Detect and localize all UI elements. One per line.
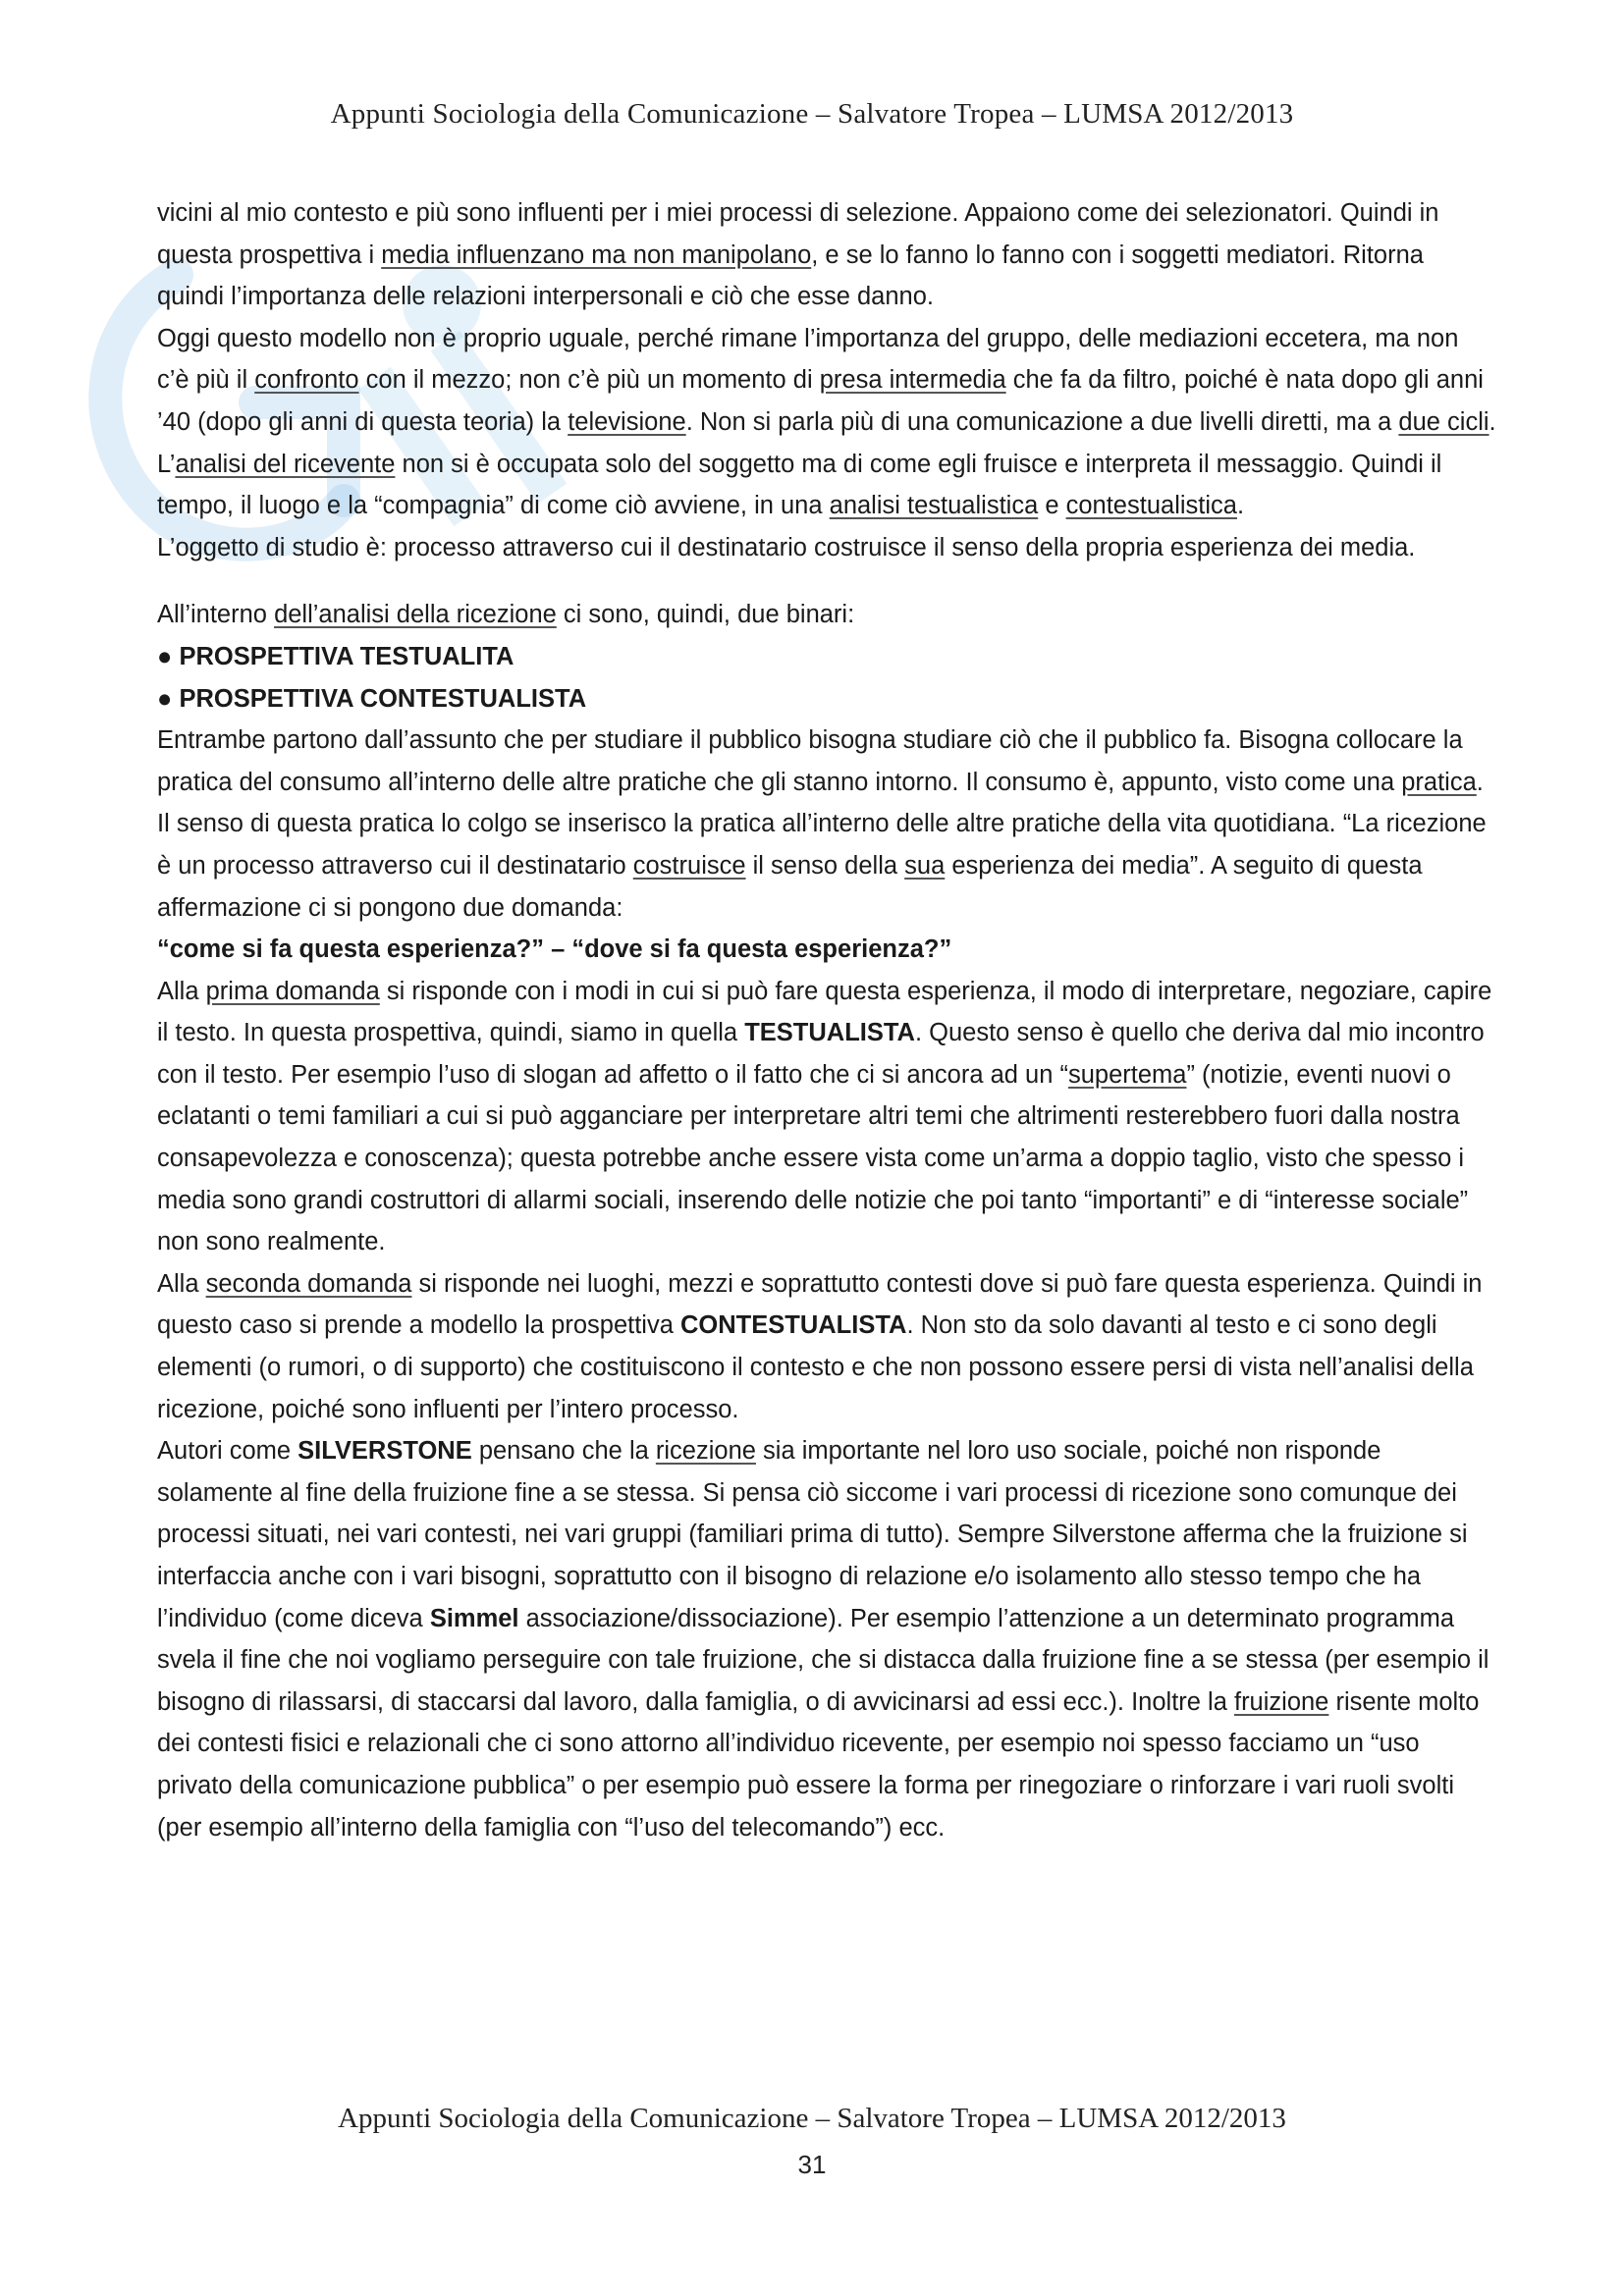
text-run: si risponde nei luoghi, mezzi e soprattutto contesti dove si può fare questa esperienza. Quindi in questo caso si prende a modello la prospettiva	[157, 1269, 1483, 1340]
text-run: con il mezzo; non c’è più un momento di	[358, 366, 820, 395]
underlined-text: dell’analisi della ricezione	[274, 601, 557, 629]
paragraph-gap	[157, 568, 1496, 594]
text-run: L’	[157, 450, 176, 478]
text-run: il senso della	[745, 851, 905, 880]
text-run: esperienza dei media”. A seguito di questa affermazione ci si pongono due domanda:	[157, 851, 1423, 922]
text-run: ” (notizie, eventi nuovi o eclatanti o temi familiari a cui si può agganciare per interpretare altri temi che altrimenti resterebbero fuori dalla nostra consapevolezza e conoscenza); questa potrebbe anche essere vista come un’arma a doppio taglio, visto che spesso i media sono grandi costruttori di allarmi sociali, inserendo delle notizie che poi tanto “importanti” e di “interesse sociale” non sono realmente.	[157, 1060, 1469, 1256]
paragraph	[157, 971, 1496, 1263]
text-run: non si è occupata solo del soggetto ma di come egli fruisce e interpreta il messaggio. Quindi il tempo, il luogo e la “compagnia” di come ciò avviene, in una	[157, 450, 1442, 520]
bold-questions: “come si fa questa esperienza?” – “dove si fa questa esperienza?”	[157, 935, 952, 964]
text-run: e	[1038, 492, 1066, 520]
text-run: All’interno	[157, 601, 275, 629]
text-run: ci sono, quindi, due binari:	[556, 601, 855, 629]
paragraph	[157, 1263, 1496, 1430]
underlined-text: costruisce	[632, 851, 746, 880]
bullet-item: ● PROSPETTIVA CONTESTUALISTA	[157, 684, 587, 713]
underlined-text: due cicli	[1398, 407, 1489, 436]
paragraph	[157, 720, 1496, 929]
underlined-text: seconda domanda	[205, 1269, 412, 1298]
underlined-text: supertema	[1067, 1060, 1187, 1089]
bold-text: Simmel	[429, 1604, 519, 1632]
underlined-text: confronto	[254, 366, 359, 395]
text-run: Entrambe partono dall’assunto che per studiare il pubblico bisogna studiare ciò che il pubblico fa. Bisogna collocare la pratica del consumo all’interno delle altre pratiche che gli stanno intorno. Il consumo è, appunto, visto come una	[157, 726, 1463, 796]
underlined-text: pratica	[1401, 768, 1477, 796]
text-run: . Non si parla più di una comunicazione a due livelli diretti, ma a	[685, 407, 1399, 436]
paragraph: L’oggetto di studio è: processo attraverso cui il destinatario costruisce il senso della propria esperienza dei media.	[157, 533, 1416, 561]
underlined-text: prima domanda	[205, 977, 380, 1005]
paragraph	[157, 192, 1496, 318]
text-run: si risponde con i modi in cui si può fare questa esperienza, il modo di interpretare, negoziare, capire il testo. In questa prospettiva, quindi, siamo in quella	[157, 977, 1492, 1047]
paragraph	[157, 1430, 1496, 1848]
text-run: che fa da filtro, poiché è nata dopo gli anni ’40 (dopo gli anni di questa teoria) la	[157, 366, 1484, 436]
text-run: Alla	[157, 1269, 206, 1298]
bold-text: TESTUALISTA	[744, 1019, 915, 1047]
underlined-text: sua	[904, 851, 946, 880]
text-run: pensano che la	[471, 1437, 656, 1466]
bullet-item: ● PROSPETTIVA TESTUALITA	[157, 642, 514, 670]
paragraph	[157, 444, 1496, 527]
underlined-text: televisione	[568, 407, 686, 436]
underlined-text: presa intermedia	[819, 366, 1006, 395]
text-run: . Questo senso è quello che deriva dal mio incontro con il testo. Per esempio l’uso di slogan ad affetto o il fatto che ci si ancora ad un “	[157, 1019, 1485, 1089]
text-run: .	[1489, 407, 1496, 436]
page-number: 31	[797, 2150, 827, 2179]
text-run: , e se lo fanno lo fanno con i soggetti mediatori. Ritorna quindi l’importanza delle relazioni interpersonali e ciò che esse danno.	[157, 240, 1424, 311]
running-header: Appunti Sociologia della Comunicazione – Salvatore Tropea – LUMSA 2012/2013	[330, 98, 1294, 130]
text-run: . Il senso di questa pratica lo colgo se inserisco la pratica all’interno delle altre pratiche della vita quotidiana. “La ricezione è un processo attraverso cui il destinatario	[157, 768, 1487, 880]
paragraph	[157, 318, 1496, 444]
text-run: vicini al mio contesto e più sono influenti per i miei processi di selezione. Appaiono come dei selezionatori. Quindi in questa prospettiva i	[157, 199, 1439, 269]
text-run: Oggi questo modello non è proprio uguale, perché rimane l’importanza del gruppo, delle mediazioni eccetera, ma non c’è più il	[157, 324, 1459, 395]
text-run: Autori come	[157, 1437, 298, 1466]
text-run: .	[1236, 492, 1245, 520]
bold-text: SILVERSTONE	[298, 1437, 472, 1466]
underlined-text: analisi testualistica	[829, 492, 1039, 520]
underlined-text: fruizione	[1233, 1687, 1329, 1716]
underlined-text: ricezione	[655, 1437, 756, 1466]
document-body	[157, 192, 1496, 1848]
paragraph	[157, 594, 1496, 636]
text-run: . Non sto da solo davanti al testo e ci sono degli elementi (o rumori, o di supporto) che costituiscono il contesto e che non possono essere persi di vista nell’analisi della ricezione, poiché sono influenti per l’intero processo.	[157, 1311, 1474, 1423]
underlined-text: analisi del ricevente	[175, 450, 396, 478]
underlined-text: media influenzano ma non manipolano	[381, 240, 812, 269]
text-run: Alla	[157, 977, 206, 1005]
text-run: sia importante nel loro uso sociale, poiché non risponde solamente al fine della fruizione fine a se stessa. Si pensa ciò siccome i vari processi di ricezione sono comunque dei processi situati, nei vari contesti, nei vari gruppi (familiari prima di tutto). Sempre Silverstone afferma che la fruizione si interfaccia anche con i vari bisogni, soprattutto con il bisogno di relazione e/o isolamento allo stesso tempo che ha l’individuo (come diceva	[157, 1437, 1468, 1632]
text-run: associazione/dissociazione). Per esempio l’attenzione a un determinato programma svela il fine che noi vogliamo perseguire con tale fruizione, che si distacca dalla fruizione fine a se stessa (per esempio il bisogno di rilassarsi, di staccarsi dal lavoro, dalla famiglia, o di avvicinarsi ad essi ecc.). Inoltre la	[157, 1604, 1489, 1716]
underlined-text: contestualistica	[1065, 492, 1237, 520]
running-footer: Appunti Sociologia della Comunicazione – Salvatore Tropea – LUMSA 2012/2013	[338, 2103, 1286, 2134]
bold-text: CONTESTUALISTA	[680, 1311, 907, 1340]
text-run: risente molto dei contesti fisici e relazionali che ci sono attorno all’individuo ricevente, per esempio noi spesso facciamo un “uso privato della comunicazione pubblica” o per esempio può essere la forma per rinegoziare o rinforzare i vari ruoli svolti (per esempio all’interno della famiglia con “l’uso del telecomando”) ecc.	[157, 1687, 1480, 1842]
